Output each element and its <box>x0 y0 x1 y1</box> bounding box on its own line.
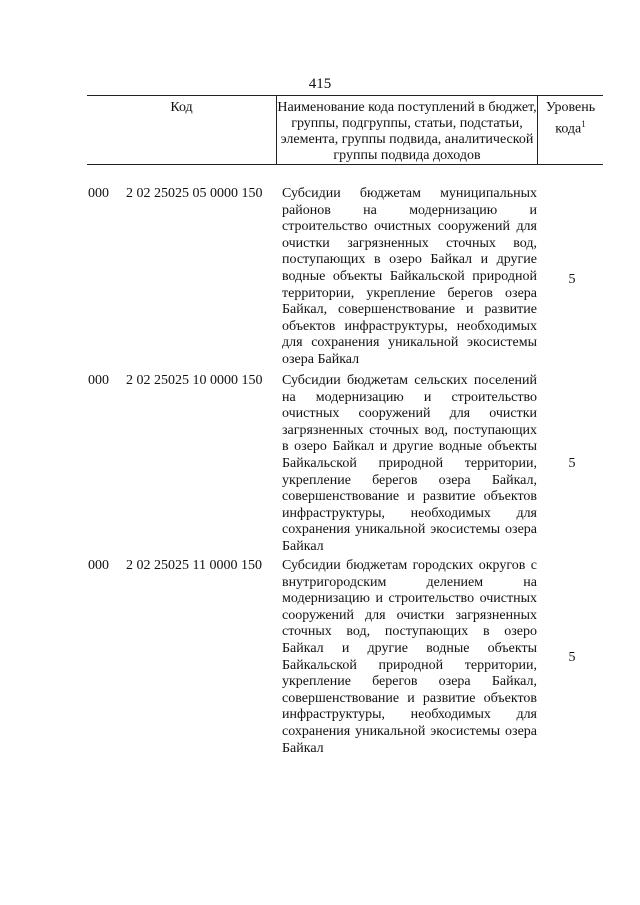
revenue-code: 2 02 25025 11 0000 150 <box>126 558 262 573</box>
admin-code: 000 <box>88 373 109 388</box>
revenue-name: Субсидии бюджетам муниципальных районов на модернизацию и строительство очистных сооружений для очистки загрязненных сточных вод, поступающих в озеро Байкал и другие водные объекты Байкальской природной территории, укрепление берегов озера Байкал, совершенствование и развитие объектов инфраструктуры, необходимых для сохранения уникальной экосистемы озера Байкал <box>282 186 537 367</box>
code-level: 5 <box>568 456 576 471</box>
revenue-code: 2 02 25025 10 0000 150 <box>126 373 263 388</box>
revenue-code: 2 02 25025 05 0000 150 <box>126 186 263 201</box>
code-level: 5 <box>568 272 576 287</box>
header-level <box>538 96 603 164</box>
table-header <box>87 95 603 165</box>
revenue-name: Субсидии бюджетам сельских поселений на модернизацию и строительство очистных сооружений для очистки загрязненных сточных вод, поступающих в озеро Байкал и другие водные объекты Байкальской природной территории, укрепление берегов озера Байкал, совершенствование и развитие объектов инфраструктуры, необходимых для сохранения уникальной экосистемы озера Байкал <box>282 373 537 554</box>
revenue-name: Субсидии бюджетам городских округов с внутригородским делением на модернизацию и строительство очистных сооружений для очистки загрязненных сточных вод, поступающих в озеро Байкал и другие водные объекты Байкальской природной территории, укрепление берегов озера Байкал, совершенствование и развитие объектов инфраструктуры, необходимых для сохранения уникальной экосистемы озера Байкал <box>282 558 537 756</box>
admin-code: 000 <box>88 186 109 201</box>
footnote-marker: 1 <box>581 119 586 129</box>
header-code: Код <box>87 96 277 164</box>
header-name: Наименование кода поступлений в бюджет, группы, подгруппы, статьи, подстатьи, элемента, группы подвида, аналитической группы подвида доходов <box>277 96 538 164</box>
admin-code: 000 <box>88 558 109 573</box>
code-level: 5 <box>568 650 576 665</box>
header-level-label: Уровень кода <box>545 100 596 137</box>
page-number: 415 <box>308 76 332 92</box>
